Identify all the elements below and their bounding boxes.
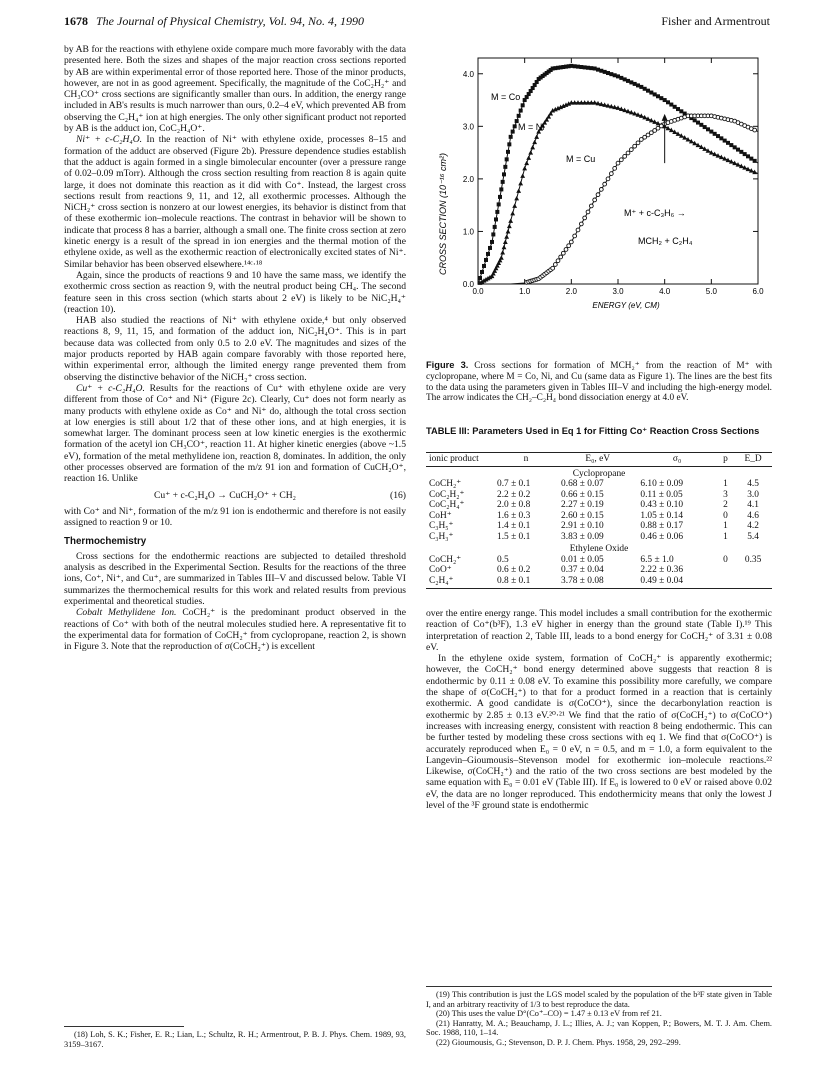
data-point-ni [504,234,509,239]
data-point-cu [606,177,610,181]
data-point-co [509,135,513,139]
table-cell: 1.4 ± 0.1 [497,521,531,531]
data-point-co [753,159,757,163]
table-cell: 4.5 [747,479,759,489]
table-cell: 2.60 ± 0.15 [561,510,604,521]
data-point-cu [616,161,620,165]
data-point-co [497,202,501,206]
data-point-cu [593,198,597,202]
data-point-cu [636,141,640,145]
footnote-22: (22) Gioumousis, G.; Stevenson, D. P. J. Chem. Phys. 1958, 29, 292–299. [436,1037,681,1047]
table-row [426,532,772,543]
data-point-co [488,246,492,250]
y-axis-label: CROSS SECTION (10⁻¹⁶ cm²) [438,153,448,275]
table-cell: 0.66 ± 0.15 [561,489,604,500]
table-row [426,500,772,511]
footnote-18: (18) Loh, S. K.; Fisher, E. R.; Lian, L.; Schultz, R. H.; Armentrout, P. B. J. Phys. Chem. 1989, 93, 3159–3167. [64,1030,406,1049]
table-cell: CoCH₂⁺ [429,554,462,565]
series-line-cu [478,116,758,284]
caption-label: Figure 3. [426,360,469,370]
data-point-ni [510,211,515,216]
footnote-21: (21) Hanratty, M. A.; Beauchamp, J. L.; Illies, A. J.; van Koppen, P.; Bowers, M. T. J. Am. Chem. Soc. 1988, 110, 1–14. [426,1018,772,1038]
equation-16 [64,490,406,501]
table-header-row [426,453,772,467]
paragraph [64,607,406,652]
footnotes-left [64,1030,406,1049]
table-row [426,521,772,532]
table-cell: 2.22 ± 0.36 [640,565,684,575]
x-tick-label: 2.0 [565,287,577,296]
table-row [426,565,772,576]
data-point-ni [506,229,511,234]
table-cell: 0.5 [497,554,509,565]
data-point-co [493,225,497,229]
journal-name: The Journal of Physical Chemistry, Vol. 94, No. 4, 1990 [96,14,364,28]
data-point-ni [503,239,508,244]
data-point-co [498,195,502,199]
section-heading: Thermochemistry [64,536,147,548]
table-cell: 0.88 ± 0.17 [640,521,684,531]
data-point-cu [753,128,757,132]
column-header: E_D [734,453,772,467]
column-header: n [494,453,558,467]
table-cell: 0.43 ± 0.10 [640,500,684,510]
data-point-cu [579,222,583,226]
table-title: TABLE III: Parameters Used in Eq 1 for Fitting Co⁺ Reaction Cross Sections [426,426,760,436]
table-cell: CoO⁺ [429,565,452,575]
footnote-19: (19) This contribution is just the LGS model scaled by the population of the b³F state given in Table I, and an arbitrary reactivity of 1/3 to best reproduce the data. [426,990,772,1009]
data-point-co [501,180,505,184]
x-tick-label: 4.0 [659,287,671,296]
y-tick-label: 4.0 [462,69,474,79]
data-point-cu [567,244,571,248]
table-group-row [426,542,772,555]
column-header: ionic product [426,453,494,467]
data-point-cu [553,263,557,267]
data-point-co [519,109,523,113]
data-point-cu [619,158,623,162]
data-point-co [521,103,525,107]
table-cell [734,565,772,576]
paragraph: with Co⁺ and Ni⁺, formation of the m/z 91 ion is endothermic and therefore is not easily assigned to reaction 9 or 10. [64,505,406,529]
data-point-co [513,124,517,128]
x-tick-label: 1.0 [519,287,531,296]
footnote-rule [426,986,772,987]
data-point-cu [626,151,630,155]
data-point-cu [586,210,590,214]
data-point-co [511,130,515,134]
table-row [426,555,772,566]
x-axis-label: ENERGY (eV, CM) [592,301,660,310]
paragraph [64,383,406,485]
table-row [426,511,772,522]
data-point-ni [508,218,513,223]
table-cell: 4.1 [747,500,759,510]
data-point-ni [528,150,533,155]
data-point-ni [512,203,517,208]
data-point-co [494,217,498,221]
data-point-ni [499,255,504,260]
label-reaction: M⁺ + c-C₃H₆ → [624,208,686,218]
data-point-co [495,210,499,214]
data-point-ni [530,145,535,150]
data-point-cu [629,148,633,152]
data-point-co [502,172,506,176]
label-cu: M = Cu [566,154,596,164]
table-cell: 0.49 ± 0.04 [637,576,716,589]
table-cell: 0.37 ± 0.04 [561,565,604,575]
y-tick-label: 3.0 [462,122,474,132]
column-header: E₀, eV [558,453,637,467]
table-group-row [426,466,772,479]
table-cell: 3.0 [747,489,759,500]
x-tick-label: 0.0 [472,287,484,296]
table-cell: 6.10 ± 0.09 [640,479,684,489]
data-point-cu [556,259,560,263]
figure-caption [426,360,772,404]
table-cell: 2.0 ± 0.8 [497,500,531,510]
table-cell: 4.2 [747,521,759,531]
table-cell: 0.8 ± 0.1 [494,576,558,589]
equation-text: Cu⁺ + c-C₂H₄O → CuCH₂O⁺ + CH₂ [154,489,296,501]
data-point-ni [526,155,531,160]
data-point-ni [502,245,507,250]
paragraph: In the ethylene oxide system, formation of CoCH₂⁺ is apparently exothermic; however, the CoCH₂⁺ bond energy determined above suggests that reaction 8 is endothermic by 0.11 ± 0.08 eV. To examine this possibility more carefully, we compare the shape of σ(CoCH₂⁺) to that for a product formed in a reaction that is certainly exothermic. A good candidate is σ(CoCO⁺), since the decarbonylation reaction is exothermic by 2.85 ± 0.13 eV.²⁰·²¹ We find that the ratio of σ(CoCH₂⁺) to σ(CoCO⁺) increases with increasing energy, consistent with reaction 8 being endothermic. This can be further tested by modeling these cross sections with eq 1. We find that σ(CoCO⁺) is accurately reproduced when E₀ = 0 eV, n = 0.5, and m = 1.0, a form equivalent to the Langevin–Gioumousis–Stevenson model for exothermic ion–molecule reactions.²² Likewise, σ(CoCH₂⁺) and the ratio of the two cross sections are best modeled by the same equation with E₀ = 0.01 eV (Table III). If E₀ is lowered to 0 eV or raised above 0.02 eV, the data are no longer reproduced. This endothermicity means that only the lowest J level of the ³F ground state is endothermic [426,653,772,812]
table-cell: 3 [723,489,728,500]
running-authors: Fisher and Armentrout [661,14,770,28]
data-point-cu [561,251,565,255]
table-cell: 1.05 ± 0.14 [640,510,684,521]
x-tick-label: 6.0 [752,287,764,296]
table-cell: 0 [723,554,728,565]
y-tick-label: 0.0 [462,280,474,289]
data-point-co [517,114,521,118]
data-point-co [491,232,495,236]
run-in-heading: Cobalt Methylidene Ion. [76,607,177,619]
table-cell: 0 [723,510,728,521]
data-point-cu [633,144,637,148]
table-cell: 0.68 ± 0.07 [561,479,604,489]
table-cell: 4.6 [747,510,759,521]
data-point-co [486,252,490,256]
table-cell: 3.78 ± 0.08 [558,576,637,589]
running-header [64,14,770,30]
data-point-cu [599,187,603,191]
data-point-co [503,165,507,169]
run-in-heading: Cu⁺ + c-C₂H₄O. [76,382,145,394]
table-row [426,490,772,501]
paragraph: over the entire energy range. This model includes a small contribution for the exothermic reaction of Co⁺(b³F), 1.3 eV higher in energy than the ground state (Table I).¹⁹ This interpretation of reaction 2, Table III, leads to a bond energy for CoCH₂⁺ of 3.31 ± 0.08 eV. [426,608,772,653]
label-ni: M = Ni [518,122,545,132]
data-point-cu [576,228,580,232]
table-cell: 2.2 ± 0.2 [497,489,531,500]
table-cell: 0.7 ± 0.1 [497,479,531,489]
table-cell: 0.46 ± 0.06 [640,531,684,542]
table-cell: C₃H₅⁺ [429,521,454,531]
data-point-ni [534,134,539,139]
data-point-cu [551,266,555,270]
table-cell: C₃H₃⁺ [429,531,454,542]
y-tick-label: 2.0 [462,174,474,184]
table-cell: 3.83 ± 0.09 [561,531,604,542]
table-cell: 2 [723,500,728,510]
label-products: MCH₂ + C₂H₄ [638,236,693,246]
data-point-cu [569,240,573,244]
paragraph-text: Results for the reactions of Cu⁺ with ethylene oxide are very different from those of Co⁺ and Ni⁺ (Figure 2c). Clearly, Cu⁺ does not form nearly as many products with ethylene oxide as Co⁺ and Ni⁺ do, although the total cross section at low energies is still about 1/2 that of these other ions, and at high energies, it is somewhat larger. The dominant process seen at low kinetic energies is the exothermic formation of the acetyl ion CH₃CO⁺, reaction 11. At higher kinetic energies (above ~1.5 eV), formation of the metal methylidene ion, reaction 8, dominates. In addition, the only other processes observed are formation of the m/z 91 ion and formation of CuCH₂O⁺, reaction 16. Unlike [64,382,406,485]
table-cell: CoC₂H₄⁺ [429,500,465,510]
data-point-co [482,264,486,268]
data-point-cu [596,193,600,197]
data-point-co [506,150,510,154]
data-point-cu [609,172,613,176]
data-point-ni [518,181,523,186]
paragraph: HAB also studied the reactions of Ni⁺ with ethylene oxide,⁴ but only observed reactions 8, 9, 11, 15, and formation of the adduct ion, NiC₂H₄O⁺. This is in part because data was collected from only 0.5 to 2.0 eV. The magnitudes and sizes of the major products reported by HAB again compare favorably with those reported here, within experimental error, although the limited energy range prevented them from observing the distinctive behavior of the NiCH₂⁺ cross section. [64,315,406,383]
cross-section-chart [426,44,772,358]
paragraph: Cross sections for the endothermic reactions are subjected to detailed threshold analysis as described in the Experimental Section. Results for the reactions of the three ions, Co⁺, Ni⁺, and Cu⁺, are summarized in Tables III–V and discussed below. Table VI summarizes the thermochemical results for this work and related results from previous experimental and theoretical studies. [64,550,406,607]
y-tick-label: 1.0 [462,227,474,237]
data-point-ni [522,166,527,171]
data-point-cu [583,216,587,220]
equation-number: (16) [390,489,406,501]
data-point-co [478,276,482,280]
run-in-heading: Ni⁺ + c-C₂H₄O. [76,134,143,146]
column-header: σ₀ [637,453,716,467]
table-cell: 1.5 ± 0.1 [497,531,531,542]
data-point-cu [623,154,627,158]
table-cell: 0.35 [744,554,762,565]
left-column [64,44,406,652]
table-cell: 2.91 ± 0.10 [561,521,604,531]
footnote-20: (20) This uses the value D°(Co⁺–CO) = 1.47 ± 0.13 eV from ref 21. [436,1009,662,1019]
table-cell [734,576,772,589]
table-cell: 0.11 ± 0.05 [640,489,683,500]
paragraph [64,134,406,270]
table-cell: CoCH₂⁺ [429,479,462,489]
data-point-cu [603,182,607,186]
table-cell: 1 [723,521,728,531]
data-point-ni [514,196,519,201]
table-cell [717,576,734,589]
data-point-co [490,240,494,244]
data-point-ni [524,161,529,166]
column-header: p [717,453,734,467]
figure-3 [426,44,772,358]
data-point-ni [516,188,521,193]
table-cell: CoH⁺ [429,510,452,521]
footnote-rule [64,1026,184,1027]
data-point-co [484,258,488,262]
x-tick-label: 5.0 [705,287,717,296]
data-point-ni [520,173,525,178]
footnotes-right [426,990,772,1048]
data-point-cu [559,255,563,259]
table-cell: 1 [723,479,728,489]
table-cell: 1.6 ± 0.3 [497,510,531,521]
table-cell: 1 [723,531,728,542]
data-point-ni [532,140,537,145]
paragraph-text: In the reaction of Ni⁺ with ethylene oxide, processes 8–15 and formation of the adduct are observed (Figure 2b). Pressure dependence studies establish that the adduct is again formed in a single bimolecular encounter (over a pressure range of 0.02–0.09 mTorr). Although the cross section resulting from reaction 8 is again quite large, it does not dominate this reaction as it did with Co⁺. Instead, the largest cross sections result from reactions 9, 11, and 12, all exothermic processes. Although the NiCH₂⁺ cross section is nonzero at our lowest energies, its behavior is distinct from that of these exothermic ion–molecule reactions. The contrast in behavior will be shown to indicate that process 8 has a barrier, although a small one. The finite cross section at zero kinetic energy is a result of the spread in ion energies and the thermal motion of the ethylene oxide, as well as the exothermic reaction of electronically excited states of Ni⁺. Similar behavior has been observed elsewhere.¹⁴ᶜ·¹⁸ [64,134,407,270]
paragraph: Again, since the products of reactions 9 and 10 have the same mass, we identify the exothermic cross section as reaction 9, with the neutral product being CH₄. The second feature seen in this cross section (which starts about 2 eV) is likely to be NiC₂H₄⁺ (reaction 10). [64,269,406,315]
data-point-co [507,142,511,146]
paragraph-text: CoCH₂⁺ is the predominant product observed in the reactions of Co⁺ with both of the neutral molecules studied here. A representative fit to the experimental data for formation of CoCH₂⁺ from cyclopropane, reaction 2, is shown in Figure 3. Note that the reproduction of σ(CoCH₂⁺) is excellent [64,607,406,653]
table-cell [717,565,734,576]
data-point-cu [613,166,617,170]
table-cell: 2.27 ± 0.19 [561,500,604,510]
table-iii [426,452,772,589]
paragraph: by AB for the reactions with ethylene oxide compare much more favorably with the data presented here. Both the sizes and shapes of the major reaction cross sections reported by AB are within experimental error of those reported here. Those of the minor products, however, are not in as good agreement. Specifically, the magnitude of the CoC₂H₂⁺ and CH₃CO⁺ cross sections are significantly smaller than ours. In addition, the energy range included in AB's results is much narrower than ours, 0.2–4 eV, which prevented AB from observing the C₂H₄⁺ ion at high energies. The only other significant product not reported by AB is the adduct ion, CoC₂H₄O⁺. [64,44,406,135]
data-point-ni [507,224,512,229]
table-cell: 6.5 ± 1.0 [640,554,674,565]
table-cell: 0.01 ± 0.05 [561,554,604,565]
page-number: 1678 [64,14,88,28]
table-row [426,479,772,490]
table-cell: 0.6 ± 0.2 [497,565,531,575]
data-point-cu [573,234,577,238]
label-co: M = Co [491,92,521,102]
arrow-head [662,114,668,121]
caption-text: Cross sections for formation of MCH₂⁺ from the reaction of M⁺ with cyclopropane, where M = Co, Ni, and Cu (same data as Figure 1). The lines are the best fits to the data using the parameters given in Tables III–V and including the high-energy model. The arrow indicates the CH₂–C₂H₄ bond dissociation energy at 4.0 eV. [426,361,773,404]
table-group-label: Ethylene Oxide [569,544,629,554]
table-cell: C₂H₄⁺ [426,576,494,589]
x-tick-label: 3.0 [612,287,624,296]
data-point-cu [589,204,593,208]
data-point-co [505,157,509,161]
right-column [426,608,772,811]
data-point-co [499,187,503,191]
table-cell: 5.4 [747,531,759,542]
data-point-co [480,270,484,274]
data-point-ni [500,250,505,255]
data-point-cu [564,248,568,252]
table-group-label: Cyclopropane [572,468,626,479]
table-row [426,576,772,589]
table-cell: CoC₂H₂⁺ [429,489,465,500]
